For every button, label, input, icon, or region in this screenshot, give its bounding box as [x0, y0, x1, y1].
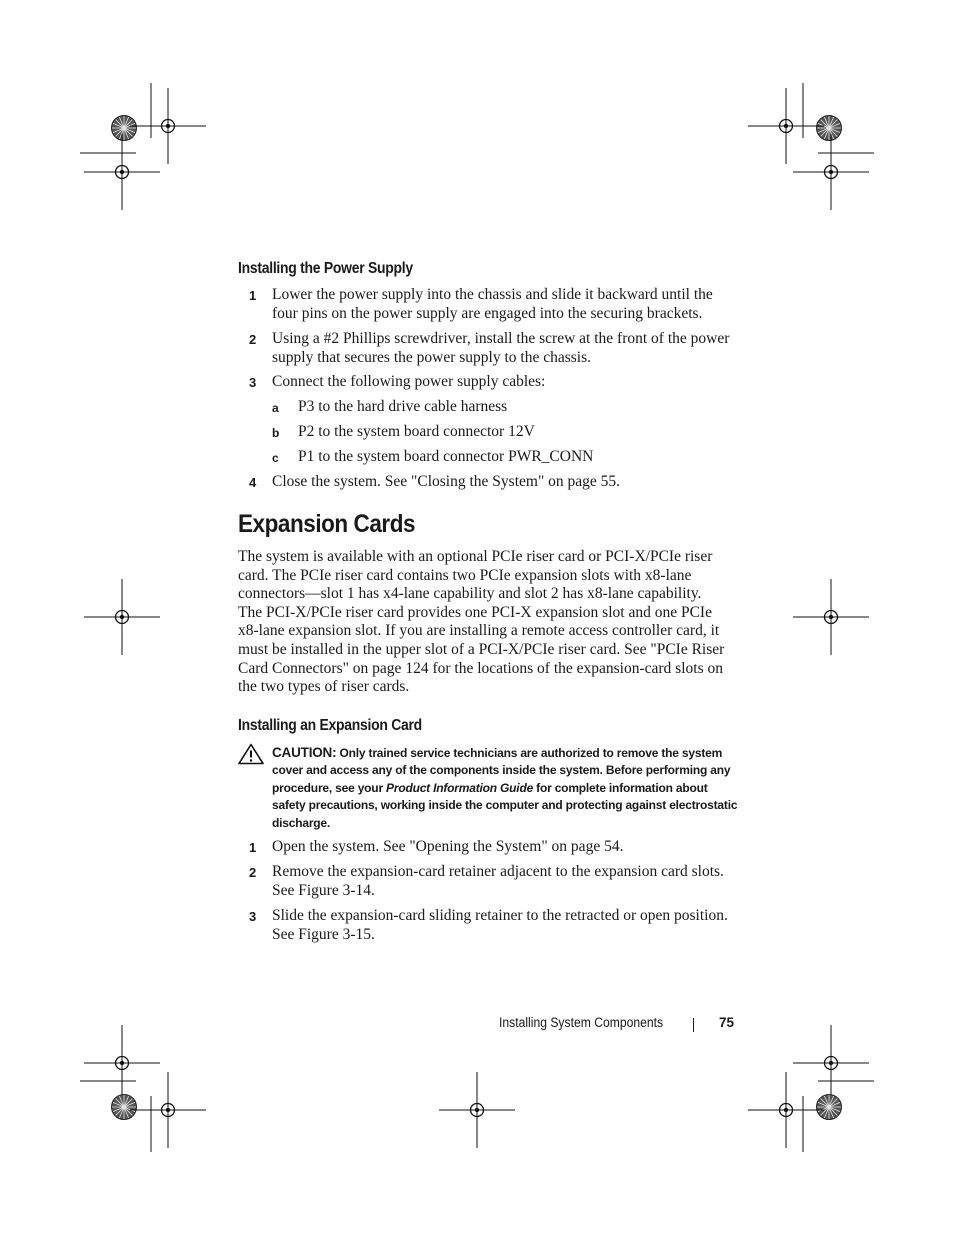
page-title: Expansion Cards [238, 510, 416, 538]
crosshair-mark [793, 1025, 869, 1101]
substep-text: P2 to the system board connector 12V [298, 423, 535, 440]
step-number: 1 [249, 288, 257, 303]
step-text: Open the system. See "Opening the System" on page 54. [272, 838, 624, 855]
substep-text: P3 to the hard drive cable harness [298, 398, 508, 415]
step-text: Remove the expansion-card retainer adjacent to the expansion card slots. See Figure 3-14. [272, 863, 724, 899]
starburst-mark [817, 116, 842, 141]
footer-section-title: Installing System Components [499, 1015, 664, 1030]
caution-icon [238, 743, 264, 765]
crosshair-mark [130, 1072, 206, 1148]
step-number: 1 [249, 840, 257, 855]
step-text: Slide the expansion-card sliding retainer to the retracted or open position. See Figure 3-15. [272, 907, 728, 943]
crosshair-mark [748, 1072, 824, 1148]
starburst-mark [817, 1095, 842, 1120]
step-text: Using a #2 Phillips screwdriver, install the screw at the front of the power supply that secures the power supply to the chassis. [272, 330, 730, 366]
crosshair-mark [130, 88, 206, 164]
substep-letter: a [272, 401, 279, 415]
substep-text: P1 to the system board connector PWR_CONN [298, 448, 594, 465]
crosshair-mark [793, 579, 869, 655]
crosshair-mark [439, 1072, 515, 1148]
caution-text: for complete information about safety precautions, working inside the computer and protecting against electrostatic discharge. [272, 780, 738, 830]
starburst-mark [112, 1095, 137, 1120]
caution-text: Only trained service technicians are authorized to remove the system cover and access any of the components inside the system. Before performing any procedure, see your [272, 746, 731, 795]
step-number: 3 [249, 375, 257, 390]
section-heading-power-supply: Installing the Power Supply [238, 260, 413, 277]
step-number: 2 [249, 332, 257, 347]
caution-label: CAUTION: [272, 745, 337, 760]
crosshair-mark [84, 1025, 160, 1101]
crosshair-mark [84, 579, 160, 655]
crosshair-mark [84, 134, 160, 210]
step-number: 4 [249, 475, 257, 490]
caution-italic-title: Product Information Guide [386, 780, 534, 795]
step-text: Close the system. See "Closing the System" on page 55. [272, 473, 621, 490]
step-number: 2 [249, 865, 257, 880]
step-text: Lower the power supply into the chassis and slide it backward until the four pins on the power supply are engaged into the securing brackets. [272, 286, 713, 322]
footer-divider [693, 1018, 694, 1032]
substep-letter: c [272, 451, 279, 465]
step-text: Connect the following power supply cables: [272, 373, 546, 390]
page-number: 75 [719, 1015, 735, 1030]
crosshair-mark [793, 134, 869, 210]
caution-notice [272, 744, 742, 832]
section-heading-expansion-card: Installing an Expansion Card [238, 717, 422, 734]
substep-letter: b [272, 426, 280, 440]
crosshair-mark [748, 88, 824, 164]
starburst-mark [112, 116, 137, 141]
step-number: 3 [249, 909, 257, 924]
intro-paragraph: The system is available with an optional PCIe riser card or PCI-X/PCIe riser card. The PCIe riser card contains two PCIe expansion slots with x8-lane connectors—slot 1 has x4-lane capability and slot 2 has x8-lane capability. The PCI-X/PCIe riser card provides one PCI-X expansion slot and one PCIe x8-lane expansion slot. If you are installing a remote access controller card, it must be installed in the upper slot of a PCI-X/PCIe riser card. See "PCIe Riser Card Connectors" on page 124 for the locations of the expansion-card slots on the two types of riser cards. [238, 548, 725, 696]
